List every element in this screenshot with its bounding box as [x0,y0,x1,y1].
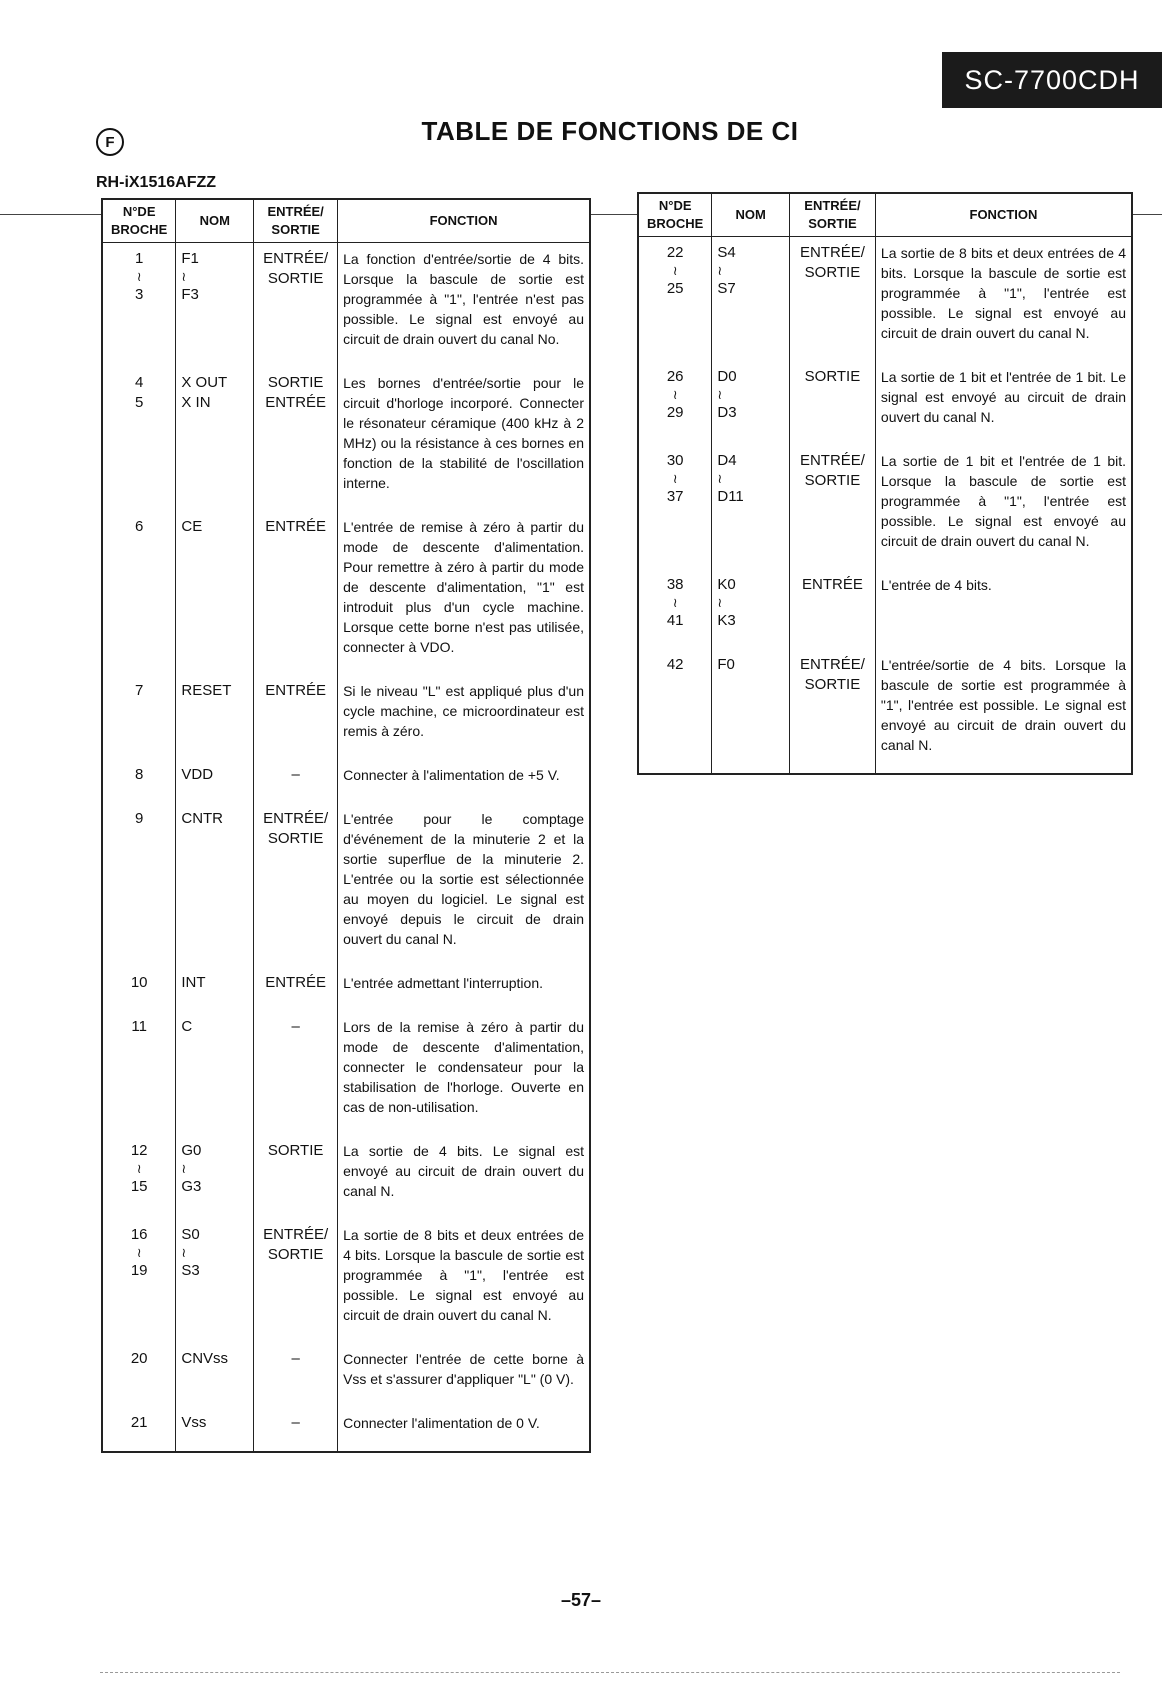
function-description: Si le niveau "L" est appliqué plus d'un cycle machine, ce microordinateur est remis à zéro. [338,675,590,759]
function-description: Les bornes d'entrée/sortie pour le circuit d'horloge incorporé. Connecter le résonateur céramique (400 kHz à 2 MHz) ou la résistance à ces bornes en fonction de la stabilité de l'oscillation interne. [338,367,590,511]
table-row [102,1135,590,1219]
table-row [102,759,590,803]
function-description: La sortie de 1 bit et l'entrée de 1 bit. Lorsque la bascule de sortie est programmée à "1", l'entrée est possible. Le signal est envoyé au circuit de drain ouvert du canal N. [875,445,1132,569]
function-description: Connecter l'entrée de cette borne à Vss et s'assurer d'appliquer "L" (0 V). [338,1343,590,1407]
io-direction: ENTRÉE/ SORTIE [254,243,338,368]
col-header-function: FONCTION [875,193,1132,237]
io-direction: SORTIE ENTRÉE [254,367,338,511]
io-direction: ENTRÉE [254,675,338,759]
io-direction: SORTIE [790,361,876,445]
io-direction: – [254,759,338,803]
io-direction: ENTRÉE [790,569,876,649]
pin-number: 42 [638,649,712,774]
language-mark: F [96,128,124,156]
pin-name: F0 [712,649,790,774]
function-description: La fonction d'entrée/sortie de 4 bits. Lorsque la bascule de sortie est programmée à "1", l'entrée n'est pas possible. Le signal est envoyé au circuit de drain ouvert du canal No. [338,243,590,368]
pin-number: 7 [102,675,176,759]
io-direction: ENTRÉE/ SORTIE [254,1219,338,1343]
table-row [102,367,590,511]
model-banner: SC-7700CDH [942,52,1162,108]
function-description: L'entrée de 4 bits. [875,569,1132,649]
part-number: RH-iX1516AFZZ [96,174,217,191]
io-direction: ENTRÉE/ SORTIE [790,445,876,569]
function-description: L'entrée/sortie de 4 bits. Lorsque la bascule de sortie est programmée à "1", l'entrée est possible. Le signal est envoyé au circuit de drain ouvert du canal N. [875,649,1132,774]
table-row [102,1219,590,1343]
function-description: L'entrée pour le comptage d'événement de la minuterie 2 et la sortie superflue de la minuterie 2. L'entrée ou la sortie est sélectionnée au moyen du logiciel. Le signal est envoyé depuis le circuit de drain ouvert du canal N. [338,803,590,967]
io-direction: SORTIE [254,1135,338,1219]
function-description: Connecter à l'alimentation de +5 V. [338,759,590,803]
pin-number: 6 [102,511,176,675]
bottom-scan-line [100,1672,1120,1673]
table-row [638,361,1132,445]
pin-name: G0 ≀ G3 [176,1135,254,1219]
table-row [638,237,1132,362]
pin-number: 4 5 [102,367,176,511]
pin-number: 11 [102,1011,176,1135]
pin-name: Vss [176,1407,254,1452]
table-row [102,1407,590,1452]
io-direction: ENTRÉE/ SORTIE [254,803,338,967]
col-header-name: NOM [712,193,790,237]
pin-name: RESET [176,675,254,759]
io-direction: – [254,1407,338,1452]
col-header-pin: N°DE BROCHE [638,193,712,237]
io-direction: ENTRÉE/ SORTIE [790,237,876,362]
pin-number: 20 [102,1343,176,1407]
function-description: L'entrée de remise à zéro à partir du mode de descente d'alimentation. Pour remettre à zéro à partir du mode de descente d'alimentation, "1" est introduit plus d'un cycle machine. Lorsque cette borne n'est pas utilisée, connecter à VDO. [338,511,590,675]
table-row [638,649,1132,774]
pin-number: 30 ≀ 37 [638,445,712,569]
pin-name: CNVss [176,1343,254,1407]
pin-number: 9 [102,803,176,967]
table-row [102,511,590,675]
pin-name: VDD [176,759,254,803]
io-direction: ENTRÉE/ SORTIE [790,649,876,774]
table-row [102,675,590,759]
page-title: TABLE DE FONCTIONS DE CI [421,116,799,146]
function-description: La sortie de 8 bits et deux entrées de 4 bits. Lorsque la bascule de sortie est programmée à "1", l'entrée est possible. Le signal est envoyé au circuit de drain ouvert du canal N. [338,1219,590,1343]
function-description: La sortie de 1 bit et l'entrée de 1 bit. Le signal est envoyé au circuit de drain ouvert du canal N. [875,361,1132,445]
function-description: L'entrée admettant l'interruption. [338,967,590,1011]
pin-name: D4 ≀ D11 [712,445,790,569]
pin-name: D0 ≀ D3 [712,361,790,445]
function-table-right [637,192,1133,775]
pin-number: 10 [102,967,176,1011]
io-direction: – [254,1343,338,1407]
pin-name: S4 ≀ S7 [712,237,790,362]
function-description: La sortie de 8 bits et deux entrées de 4 bits. Lorsque la bascule de sortie est programmée à "1", l'entrée est possible. Le signal est envoyé au circuit de drain ouvert du canal N. [875,237,1132,362]
table-row [638,445,1132,569]
pin-number: 8 [102,759,176,803]
table-row [102,1343,590,1407]
pin-name: CE [176,511,254,675]
pin-number: 21 [102,1407,176,1452]
pin-number: 38 ≀ 41 [638,569,712,649]
io-direction: ENTRÉE [254,967,338,1011]
page-number: –57– [560,1590,602,1610]
pin-number: 22 ≀ 25 [638,237,712,362]
col-header-function: FONCTION [338,199,590,243]
col-header-io: ENTRÉE/ SORTIE [790,193,876,237]
col-header-pin: N°DE BROCHE [102,199,176,243]
pin-name: K0 ≀ K3 [712,569,790,649]
col-header-name: NOM [176,199,254,243]
pin-name: X OUT X IN [176,367,254,511]
io-direction: – [254,1011,338,1135]
pin-name: S0 ≀ S3 [176,1219,254,1343]
pin-number: 16 ≀ 19 [102,1219,176,1343]
pin-number: 26 ≀ 29 [638,361,712,445]
function-table-left [101,198,591,1453]
io-direction: ENTRÉE [254,511,338,675]
function-description: Lors de la remise à zéro à partir du mode de descente d'alimentation, connecter le condensateur pour la stabilisation de l'horloge. Ouverte en cas de non-utilisation. [338,1011,590,1135]
table-row [638,569,1132,649]
table-row [102,803,590,967]
pin-number: 12 ≀ 15 [102,1135,176,1219]
pin-number: 1 ≀ 3 [102,243,176,368]
function-description: Connecter l'alimentation de 0 V. [338,1407,590,1452]
table-row [102,243,590,368]
pin-name: CNTR [176,803,254,967]
pin-name: C [176,1011,254,1135]
pin-name: F1 ≀ F3 [176,243,254,368]
col-header-io: ENTRÉE/ SORTIE [254,199,338,243]
table-row [102,967,590,1011]
function-description: La sortie de 4 bits. Le signal est envoyé au circuit de drain ouvert du canal N. [338,1135,590,1219]
pin-name: INT [176,967,254,1011]
table-row [102,1011,590,1135]
